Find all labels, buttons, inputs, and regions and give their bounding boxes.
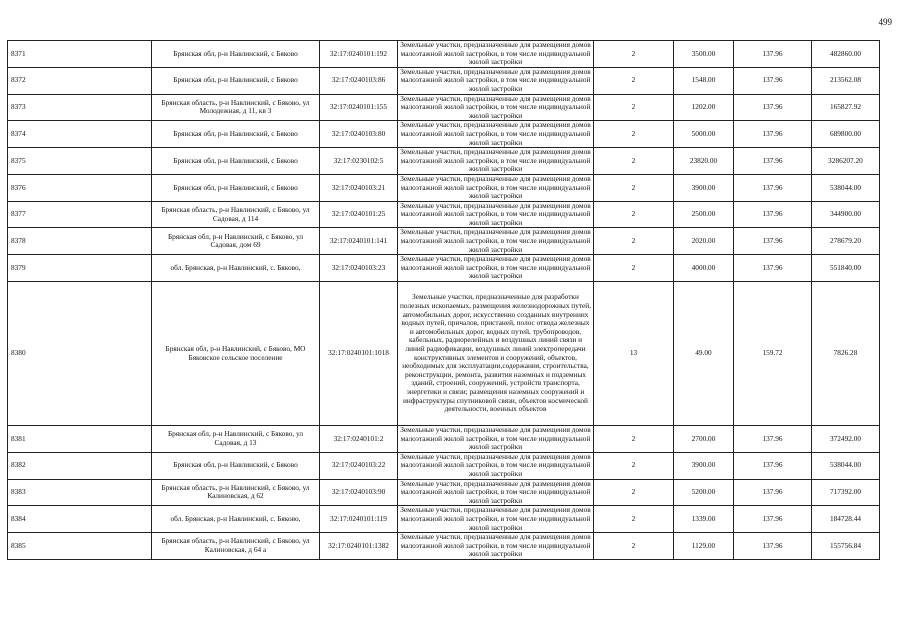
row-number-cell: 8371	[8, 41, 152, 68]
area-cell: 3500.00	[674, 41, 734, 68]
area-cell: 1202.00	[674, 94, 734, 121]
area-cell: 2500.00	[674, 201, 734, 228]
address-cell: обл. Брянская, р-н Навлинский, с. Бяково,	[152, 255, 320, 282]
land-use-cell: Земельные участки, предназначенные для размещения домов малоэтажной жилой застройки, в том числе индивидуальной жилой застройки	[398, 148, 594, 175]
row-number-cell: 8382	[8, 452, 152, 479]
table-row	[8, 174, 880, 201]
address-cell: Брянская обл, р-н Навлинский, с Бяково	[152, 41, 320, 68]
area-cell: 2020.00	[674, 228, 734, 255]
cadastral-number-cell: 32:17:0240101:141	[320, 228, 398, 255]
row-number-cell: 8374	[8, 121, 152, 148]
cadastral-value-cell: 372492.00	[812, 426, 880, 453]
land-use-cell: Земельные участки, предназначенные для размещения домов малоэтажной жилой застройки, в том числе индивидуальной жилой застройки	[398, 479, 594, 506]
table-row	[8, 201, 880, 228]
group-cell: 2	[594, 148, 674, 175]
area-cell: 3900.00	[674, 452, 734, 479]
unit-value-cell: 137.96	[734, 174, 812, 201]
group-cell: 2	[594, 201, 674, 228]
unit-value-cell: 137.96	[734, 121, 812, 148]
cadastral-value-cell: 538044.00	[812, 174, 880, 201]
land-use-cell: Земельные участки, предназначенные для размещения домов малоэтажной жилой застройки, в том числе индивидуальной жилой застройки	[398, 41, 594, 68]
cadastral-number-cell: 32:17:0240103:86	[320, 67, 398, 94]
land-use-cell: Земельные участки, предназначенные для размещения домов малоэтажной жилой застройки, в том числе индивидуальной жилой застройки	[398, 228, 594, 255]
row-number-cell: 8372	[8, 67, 152, 94]
land-use-cell: Земельные участки, предназначенные для разработки полезных ископаемых, размещения железнодорожных путей, автомобильных дорог, искусственно созданных внутренних водных путей, причалов, пристаней, полос отвода железных и автомобильных дорог, водных путей, трубопроводов, кабельных, радиорелейных и воздушных линий связи и линий радиофикации, воздушных линий электропередачи конструктивных элементов и сооружений, объектов, необходимых для эксплуатации,содержания, строительства, реконструкции, ремонта, развития наземных и подземных зданий, строений, сооружений, устройств транспорта, энергетики и связи; размещения наземных сооружений и инфраструктуры спутниковой связи, объектов космической деятельности, военных объектов	[398, 282, 594, 426]
land-use-cell: Земельные участки, предназначенные для размещения домов малоэтажной жилой застройки, в том числе индивидуальной жилой застройки	[398, 121, 594, 148]
cadastral-number-cell: 32:17:0240103:22	[320, 452, 398, 479]
cadastral-number-cell: 32:17:0240101:2	[320, 426, 398, 453]
row-number-cell: 8385	[8, 533, 152, 560]
row-number-cell: 8376	[8, 174, 152, 201]
cadastral-number-cell: 32:17:0240103:90	[320, 479, 398, 506]
cadastral-value-cell: 165827.92	[812, 94, 880, 121]
table-body	[8, 41, 880, 560]
land-use-cell: Земельные участки, предназначенные для размещения домов малоэтажной жилой застройки, в том числе индивидуальной жилой застройки	[398, 533, 594, 560]
cadastral-value-cell: 689800.00	[812, 121, 880, 148]
land-use-cell: Земельные участки, предназначенные для размещения домов малоэтажной жилой застройки, в том числе индивидуальной жилой застройки	[398, 67, 594, 94]
address-cell: обл. Брянская, р-н Навлинский, с. Бяково,	[152, 506, 320, 533]
land-use-cell: Земельные участки, предназначенные для размещения домов малоэтажной жилой застройки, в том числе индивидуальной жилой застройки	[398, 174, 594, 201]
cadastral-value-cell: 538044.00	[812, 452, 880, 479]
land-use-cell: Земельные участки, предназначенные для размещения домов малоэтажной жилой застройки, в том числе индивидуальной жилой застройки	[398, 94, 594, 121]
group-cell: 2	[594, 255, 674, 282]
address-cell: Брянская обл, р-н Навлинский, с Бяково	[152, 121, 320, 148]
address-cell: Брянская обл, р-н Навлинский, с Бяково, ул Садовая, д 13	[152, 426, 320, 453]
address-cell: Брянская обл, р-н Навлинский, с Бяково	[152, 452, 320, 479]
cadastral-value-cell: 344900.00	[812, 201, 880, 228]
page-number: 499	[878, 17, 892, 27]
cadastral-value-cell: 717392.00	[812, 479, 880, 506]
land-use-cell: Земельные участки, предназначенные для размещения домов малоэтажной жилой застройки, в том числе индивидуальной жилой застройки	[398, 201, 594, 228]
table-row	[8, 121, 880, 148]
cadastral-number-cell: 32:17:0240101:192	[320, 41, 398, 68]
cadastral-value-cell: 213562.08	[812, 67, 880, 94]
cadastral-value-cell: 482860.00	[812, 41, 880, 68]
cadastral-number-cell: 32:17:0240101:1018	[320, 282, 398, 426]
cadastral-value-cell: 7826.28	[812, 282, 880, 426]
unit-value-cell: 137.96	[734, 148, 812, 175]
group-cell: 2	[594, 506, 674, 533]
address-cell: Брянская область, р-н Навлинский, с Бяково, ул Калиновская, д 64 а	[152, 533, 320, 560]
address-cell: Брянская обл, р-н Навлинский, с Бяково	[152, 148, 320, 175]
land-use-cell: Земельные участки, предназначенные для размещения домов малоэтажной жилой застройки, в том числе индивидуальной жилой застройки	[398, 426, 594, 453]
row-number-cell: 8373	[8, 94, 152, 121]
unit-value-cell: 137.96	[734, 426, 812, 453]
table-row	[8, 479, 880, 506]
table-row	[8, 41, 880, 68]
cadastral-number-cell: 32:17:0230102:5	[320, 148, 398, 175]
unit-value-cell: 137.96	[734, 41, 812, 68]
cadastral-number-cell: 32:17:0240101:119	[320, 506, 398, 533]
address-cell: Брянская область, р-н Навлинский, с Бяково, ул Садовая, д 114	[152, 201, 320, 228]
group-cell: 2	[594, 41, 674, 68]
cadastral-number-cell: 32:17:0240101:1382	[320, 533, 398, 560]
land-use-cell: Земельные участки, предназначенные для размещения домов малоэтажной жилой застройки, в том числе индивидуальной жилой застройки	[398, 506, 594, 533]
area-cell: 3900.00	[674, 174, 734, 201]
group-cell: 2	[594, 94, 674, 121]
row-number-cell: 8380	[8, 282, 152, 426]
unit-value-cell: 137.96	[734, 67, 812, 94]
cadastral-number-cell: 32:17:0240103:21	[320, 174, 398, 201]
unit-value-cell: 137.96	[734, 94, 812, 121]
row-number-cell: 8381	[8, 426, 152, 453]
land-use-cell: Земельные участки, предназначенные для размещения домов малоэтажной жилой застройки, в том числе индивидуальной жилой застройки	[398, 452, 594, 479]
area-cell: 2700.00	[674, 426, 734, 453]
area-cell: 4000.00	[674, 255, 734, 282]
unit-value-cell: 137.96	[734, 533, 812, 560]
unit-value-cell: 137.96	[734, 228, 812, 255]
cadastral-value-cell: 551840.00	[812, 255, 880, 282]
cadastral-number-cell: 32:17:0240101:25	[320, 201, 398, 228]
address-cell: Брянская обл, р-н Навлинский, с Бяково, МО Бяковское сельское поселение	[152, 282, 320, 426]
address-cell: Брянская область, р-н Навлинский, с Бяково, ул Калиновская, д 62	[152, 479, 320, 506]
unit-value-cell: 137.96	[734, 506, 812, 533]
cadastral-number-cell: 32:17:0240103:23	[320, 255, 398, 282]
group-cell: 2	[594, 452, 674, 479]
area-cell: 5200.00	[674, 479, 734, 506]
unit-value-cell: 137.96	[734, 201, 812, 228]
area-cell: 49.00	[674, 282, 734, 426]
table-row	[8, 94, 880, 121]
row-number-cell: 8378	[8, 228, 152, 255]
row-number-cell: 8383	[8, 479, 152, 506]
group-cell: 2	[594, 426, 674, 453]
row-number-cell: 8384	[8, 506, 152, 533]
area-cell: 1339.00	[674, 506, 734, 533]
row-number-cell: 8379	[8, 255, 152, 282]
cadastral-value-cell: 278679.20	[812, 228, 880, 255]
cadastral-value-cell: 155756.84	[812, 533, 880, 560]
land-use-cell: Земельные участки, предназначенные для размещения домов малоэтажной жилой застройки, в том числе индивидуальной жилой застройки	[398, 255, 594, 282]
row-number-cell: 8375	[8, 148, 152, 175]
address-cell: Брянская обл, р-н Навлинский, с Бяково, ул Садовая, дом 69	[152, 228, 320, 255]
address-cell: Брянская обл, р-н Навлинский, с Бяково	[152, 67, 320, 94]
table-row	[8, 533, 880, 560]
cadastral-value-cell: 3286207.20	[812, 148, 880, 175]
table-row	[8, 148, 880, 175]
unit-value-cell: 159.72	[734, 282, 812, 426]
table-row	[8, 506, 880, 533]
group-cell: 2	[594, 174, 674, 201]
group-cell: 2	[594, 67, 674, 94]
table-row	[8, 255, 880, 282]
unit-value-cell: 137.96	[734, 255, 812, 282]
cadastral-number-cell: 32:17:0240103:80	[320, 121, 398, 148]
table-row	[8, 67, 880, 94]
cadastral-value-cell: 184728.44	[812, 506, 880, 533]
group-cell: 13	[594, 282, 674, 426]
address-cell: Брянская область, р-н Навлинский, с Бяково, ул Молодежная, д 11, кв 3	[152, 94, 320, 121]
group-cell: 2	[594, 121, 674, 148]
area-cell: 1548.00	[674, 67, 734, 94]
table-row	[8, 282, 880, 426]
group-cell: 2	[594, 533, 674, 560]
area-cell: 1129.00	[674, 533, 734, 560]
cadastral-number-cell: 32:17:0240101:155	[320, 94, 398, 121]
table-row	[8, 452, 880, 479]
area-cell: 23820.00	[674, 148, 734, 175]
cadastral-value-table	[7, 40, 880, 560]
row-number-cell: 8377	[8, 201, 152, 228]
unit-value-cell: 137.96	[734, 452, 812, 479]
group-cell: 2	[594, 228, 674, 255]
table-row	[8, 426, 880, 453]
unit-value-cell: 137.96	[734, 479, 812, 506]
area-cell: 5000.00	[674, 121, 734, 148]
address-cell: Брянская обл, р-н Навлинский, с Бяково	[152, 174, 320, 201]
group-cell: 2	[594, 479, 674, 506]
table-row	[8, 228, 880, 255]
